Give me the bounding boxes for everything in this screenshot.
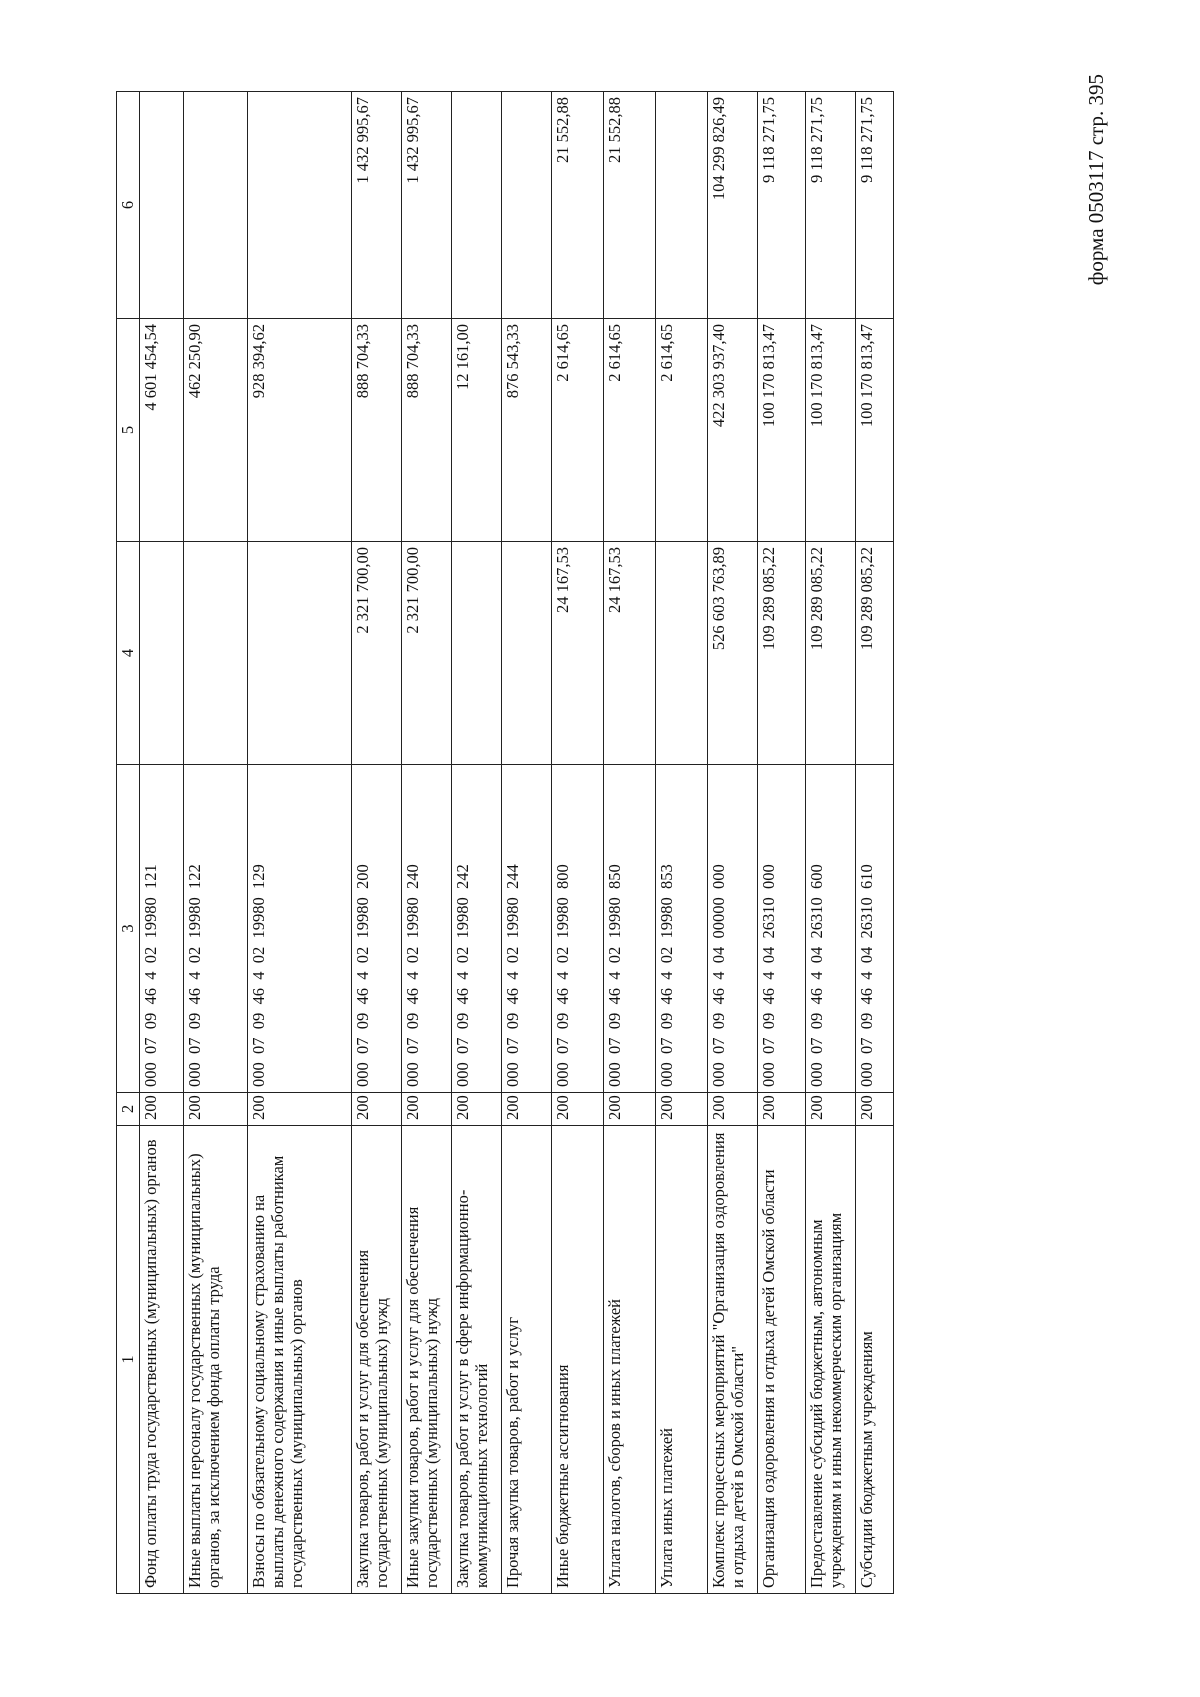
row-name-cell: Закупка товаров, работ и услуг для обеспечения государственных (муниципальных) нужд [352, 1126, 402, 1594]
row-column-6-cell: 9 118 271,75 [806, 92, 856, 319]
row-column-5-cell: 876 543,33 [502, 319, 552, 542]
row-budget-code-cell: 000 07 09 46 4 04 26310 000 [758, 765, 806, 1093]
row-name-cell: Взносы по обязательному социальному страхованию на выплаты денежного содержания и иные выплаты работникам государственных (муниципальных) органов [248, 1126, 352, 1594]
table-row [552, 92, 604, 1594]
row-budget-code-cell: 000 07 09 46 4 04 26310 610 [856, 765, 894, 1093]
row-name-cell: Уплата налогов, сборов и иных платежей [604, 1126, 656, 1594]
row-column-4-cell [502, 542, 552, 765]
row-name-cell: Фонд оплаты труда государственных (муниципальных) органов [140, 1126, 184, 1594]
row-name-cell: Комплекс процессных мероприятий "Организация оздоровления и отдыха детей в Омской области" [708, 1126, 758, 1594]
row-line-code-cell: 200 [656, 1093, 708, 1126]
row-column-6-cell [140, 92, 184, 319]
row-column-4-cell: 24 167,53 [552, 542, 604, 765]
row-column-5-cell: 2 614,65 [656, 319, 708, 542]
row-column-6-cell: 9 118 271,75 [856, 92, 894, 319]
row-name-cell: Предоставление субсидий бюджетным, автономным учреждениям и иным некоммерческим организациям [806, 1126, 856, 1594]
row-line-code-cell: 200 [552, 1093, 604, 1126]
column-header: 4 [117, 542, 140, 765]
row-column-5-cell: 2 614,65 [604, 319, 656, 542]
row-column-5-cell: 888 704,33 [352, 319, 402, 542]
row-name-cell: Закупка товаров, работ и услуг в сфере информационно-коммуникационных технологий [452, 1126, 502, 1594]
table-header-row [117, 92, 140, 1594]
row-name-cell: Уплата иных платежей [656, 1126, 708, 1594]
row-name-cell: Организация оздоровления и отдыха детей Омской области [758, 1126, 806, 1594]
row-budget-code-cell: 000 07 09 46 4 02 19980 853 [656, 765, 708, 1093]
row-name-cell: Прочая закупка товаров, работ и услуг [502, 1126, 552, 1594]
row-column-6-cell: 21 552,88 [604, 92, 656, 319]
row-column-6-cell [452, 92, 502, 319]
row-budget-code-cell: 000 07 09 46 4 02 19980 242 [452, 765, 502, 1093]
row-column-6-cell: 9 118 271,75 [758, 92, 806, 319]
table-row [248, 92, 352, 1594]
row-line-code-cell: 200 [708, 1093, 758, 1126]
row-column-4-cell [184, 542, 248, 765]
column-header: 6 [117, 92, 140, 319]
row-column-4-cell: 109 289 085,22 [856, 542, 894, 765]
row-budget-code-cell: 000 07 09 46 4 04 26310 600 [806, 765, 856, 1093]
row-line-code-cell: 200 [604, 1093, 656, 1126]
row-line-code-cell: 200 [452, 1093, 502, 1126]
row-column-4-cell [140, 542, 184, 765]
row-line-code-cell: 200 [806, 1093, 856, 1126]
table-row [806, 92, 856, 1594]
column-header: 3 [117, 765, 140, 1093]
row-name-cell: Иные бюджетные ассигнования [552, 1126, 604, 1594]
table-row [656, 92, 708, 1594]
table-row [604, 92, 656, 1594]
column-header: 2 [117, 1093, 140, 1126]
row-budget-code-cell: 000 07 09 46 4 02 19980 800 [552, 765, 604, 1093]
row-column-5-cell: 100 170 813,47 [806, 319, 856, 542]
table-row [402, 92, 452, 1594]
row-line-code-cell: 200 [402, 1093, 452, 1126]
row-column-5-cell: 422 303 937,40 [708, 319, 758, 542]
row-line-code-cell: 200 [856, 1093, 894, 1126]
row-column-6-cell [184, 92, 248, 319]
report-table-wrapper [116, 92, 894, 1594]
row-budget-code-cell: 000 07 09 46 4 02 19980 240 [402, 765, 452, 1093]
table-row [140, 92, 184, 1594]
row-line-code-cell: 200 [140, 1093, 184, 1126]
row-line-code-cell: 200 [248, 1093, 352, 1126]
row-budget-code-cell: 000 07 09 46 4 02 19980 129 [248, 765, 352, 1093]
row-column-4-cell: 2 321 700,00 [352, 542, 402, 765]
row-column-5-cell: 4 601 454,54 [140, 319, 184, 542]
row-column-4-cell [656, 542, 708, 765]
row-budget-code-cell: 000 07 09 46 4 04 00000 000 [708, 765, 758, 1093]
row-column-6-cell [502, 92, 552, 319]
table-row [184, 92, 248, 1594]
row-column-6-cell: 1 432 995,67 [352, 92, 402, 319]
row-column-4-cell: 24 167,53 [604, 542, 656, 765]
row-line-code-cell: 200 [758, 1093, 806, 1126]
report-table [116, 91, 894, 1594]
row-column-6-cell [248, 92, 352, 319]
table-row [758, 92, 806, 1594]
row-column-5-cell: 888 704,33 [402, 319, 452, 542]
table-row [452, 92, 502, 1594]
row-name-cell: Иные выплаты персоналу государственных (муниципальных) органов, за исключением фонда оплаты труда [184, 1126, 248, 1594]
row-column-5-cell: 928 394,62 [248, 319, 352, 542]
row-budget-code-cell: 000 07 09 46 4 02 19980 200 [352, 765, 402, 1093]
row-line-code-cell: 200 [502, 1093, 552, 1126]
row-budget-code-cell: 000 07 09 46 4 02 19980 121 [140, 765, 184, 1093]
row-line-code-cell: 200 [184, 1093, 248, 1126]
row-budget-code-cell: 000 07 09 46 4 02 19980 850 [604, 765, 656, 1093]
row-column-6-cell: 104 299 826,49 [708, 92, 758, 319]
table-row [708, 92, 758, 1594]
row-column-5-cell: 100 170 813,47 [758, 319, 806, 542]
row-name-cell: Субсидии бюджетным учреждениям [856, 1126, 894, 1594]
row-column-4-cell: 109 289 085,22 [806, 542, 856, 765]
row-column-4-cell [452, 542, 502, 765]
row-name-cell: Иные закупки товаров, работ и услуг для обеспечения государственных (муниципальных) нужд [402, 1126, 452, 1594]
table-body [140, 92, 894, 1594]
row-column-6-cell [656, 92, 708, 319]
form-page-label: форма 0503117 стр. 395 [1084, 74, 1108, 286]
column-header: 5 [117, 319, 140, 542]
row-column-5-cell: 12 161,00 [452, 319, 502, 542]
table-row [352, 92, 402, 1594]
row-column-4-cell [248, 542, 352, 765]
row-column-5-cell: 100 170 813,47 [856, 319, 894, 542]
row-column-5-cell: 2 614,65 [552, 319, 604, 542]
row-column-4-cell: 109 289 085,22 [758, 542, 806, 765]
row-budget-code-cell: 000 07 09 46 4 02 19980 122 [184, 765, 248, 1093]
table-row [502, 92, 552, 1594]
row-column-6-cell: 21 552,88 [552, 92, 604, 319]
column-header: 1 [117, 1126, 140, 1594]
row-budget-code-cell: 000 07 09 46 4 02 19980 244 [502, 765, 552, 1093]
table-row [856, 92, 894, 1594]
row-column-4-cell: 2 321 700,00 [402, 542, 452, 765]
row-column-6-cell: 1 432 995,67 [402, 92, 452, 319]
row-line-code-cell: 200 [352, 1093, 402, 1126]
row-column-5-cell: 462 250,90 [184, 319, 248, 542]
row-column-4-cell: 526 603 763,89 [708, 542, 758, 765]
